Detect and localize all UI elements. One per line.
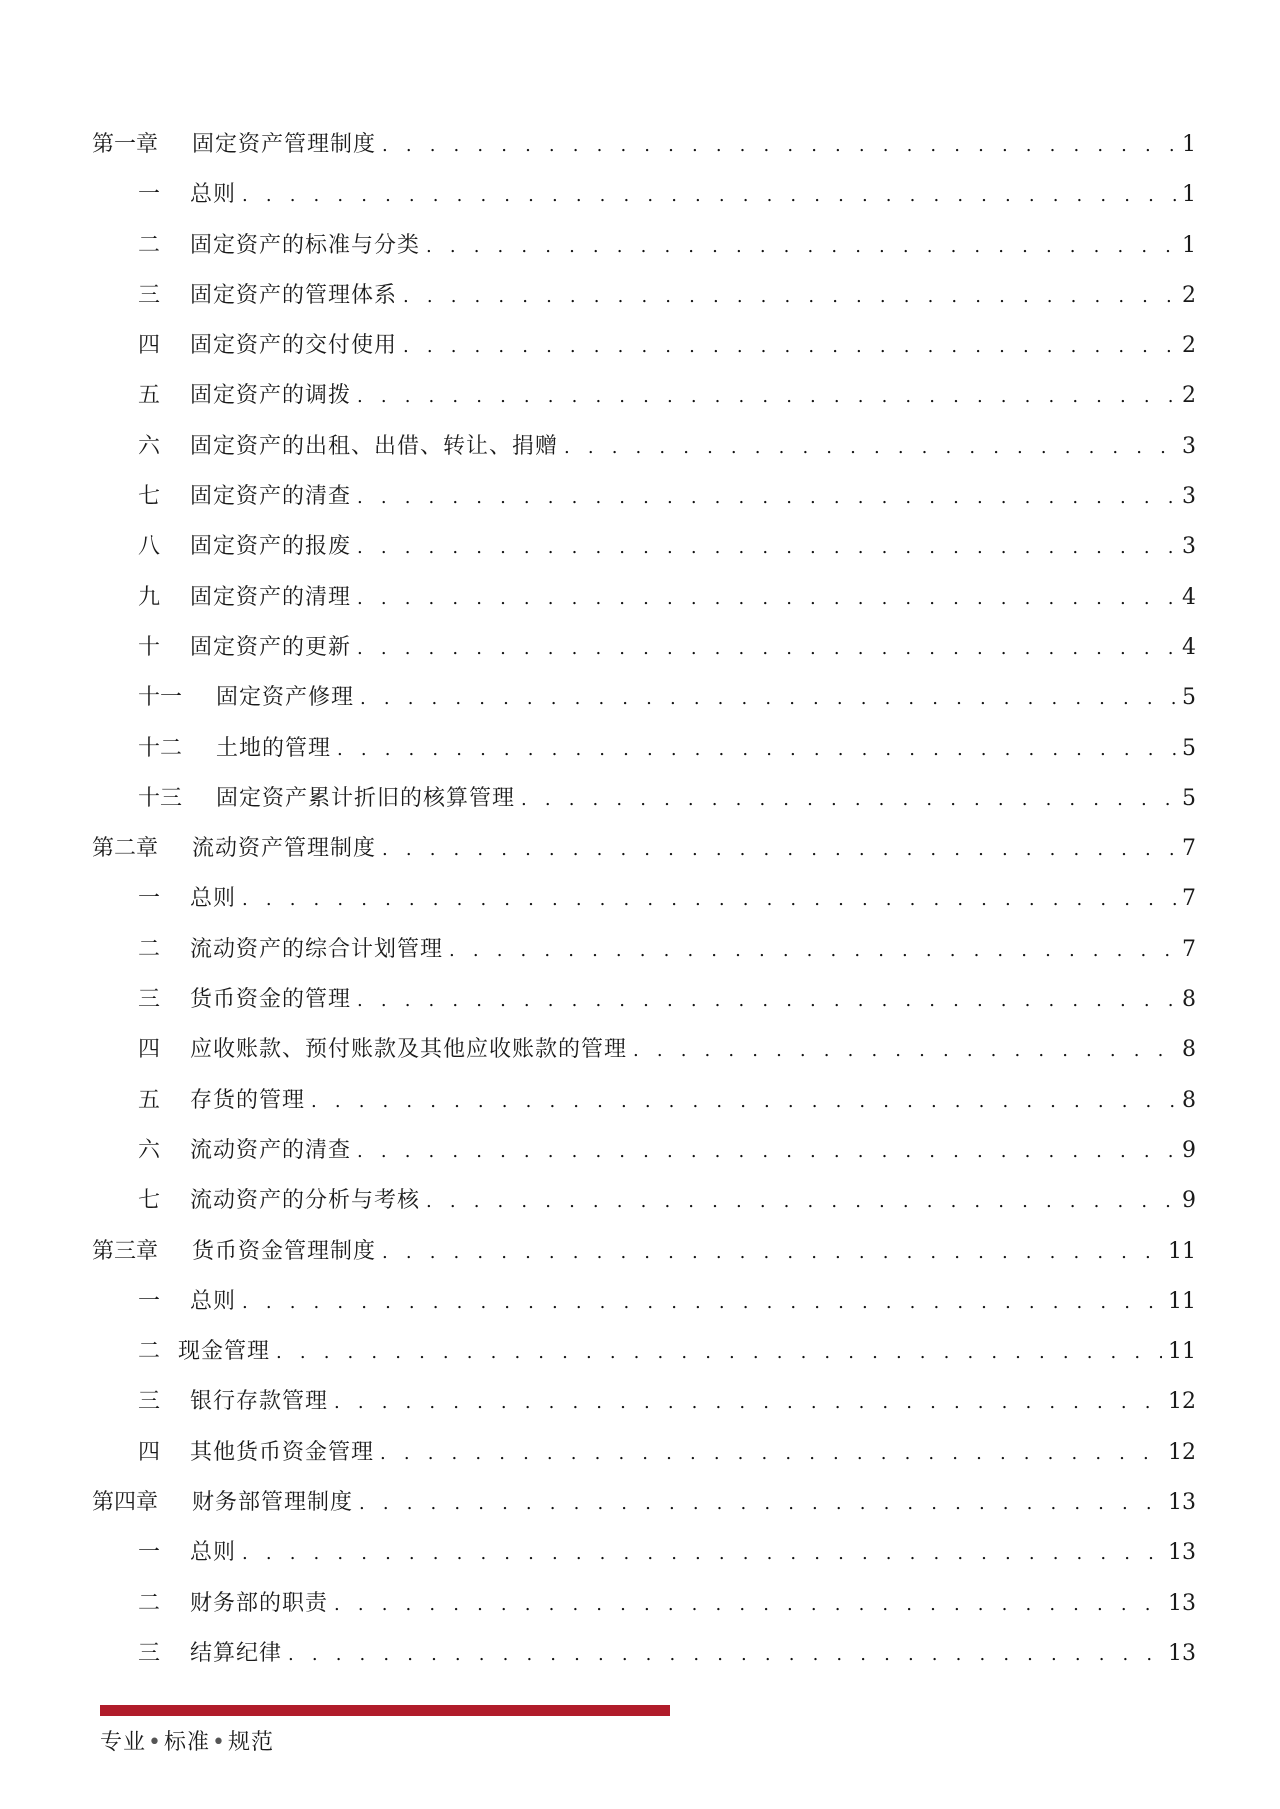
toc-entry[interactable] — [92, 1181, 1196, 1231]
toc-title: 结算纪律 — [190, 1640, 283, 1666]
toc-number: 三 — [138, 282, 161, 308]
toc-page-number: 4 — [1182, 634, 1196, 660]
toc-entry[interactable] — [92, 1584, 1196, 1634]
bullet-separator: • — [212, 1730, 226, 1755]
toc-entry-chapter-1[interactable] — [92, 125, 1196, 175]
toc-page-number: 7 — [1182, 886, 1196, 912]
dot-leader — [311, 1082, 1176, 1122]
toc-entry[interactable] — [92, 729, 1196, 779]
toc-title: 货币资金的管理 — [190, 987, 352, 1013]
toc-title: 财务部的职责 — [190, 1590, 329, 1616]
toc-page-number: 11 — [1168, 1238, 1196, 1264]
toc-entry[interactable] — [92, 678, 1196, 728]
dot-leader — [449, 931, 1176, 971]
toc-title: 货币资金管理制度 — [192, 1238, 377, 1264]
toc-number: 二 — [138, 232, 161, 258]
toc-number: 第四章 — [92, 1490, 159, 1516]
toc-title: 现金管理 — [178, 1339, 271, 1365]
toc-entry[interactable] — [92, 1382, 1196, 1432]
toc-entry[interactable] — [92, 477, 1196, 527]
toc-title: 总则 — [190, 886, 237, 912]
toc-entry[interactable] — [92, 1081, 1196, 1131]
dot-leader — [334, 1585, 1162, 1625]
toc-title: 固定资产管理制度 — [192, 132, 377, 157]
toc-entry[interactable] — [92, 226, 1196, 276]
toc-number: 七 — [138, 1188, 161, 1214]
toc-number: 六 — [138, 433, 161, 459]
toc-entry[interactable] — [92, 1131, 1196, 1181]
toc-title: 总则 — [190, 182, 237, 208]
toc-page-number: 11 — [1168, 1339, 1196, 1365]
dot-leader — [633, 1031, 1176, 1071]
toc-number: 十三 — [138, 785, 183, 811]
toc-entry[interactable] — [92, 175, 1196, 225]
dot-leader — [337, 730, 1176, 770]
toc-number: 四 — [138, 1037, 161, 1063]
dot-leader — [426, 227, 1176, 267]
dot-leader — [382, 830, 1176, 870]
toc-title: 固定资产的报废 — [190, 534, 352, 560]
toc-number: 第一章 — [92, 132, 159, 157]
toc-number: 三 — [138, 987, 161, 1013]
toc-entry[interactable] — [92, 1533, 1196, 1583]
dot-leader — [357, 1132, 1176, 1172]
dot-leader — [382, 126, 1176, 166]
toc-number: 一 — [138, 182, 161, 208]
toc-page-number: 9 — [1182, 1188, 1196, 1214]
toc-page-number: 2 — [1182, 383, 1196, 409]
toc-title: 固定资产的交付使用 — [190, 333, 398, 359]
dot-leader — [403, 327, 1176, 367]
toc-entry[interactable] — [92, 276, 1196, 326]
toc-page-number: 13 — [1168, 1640, 1196, 1666]
toc-entry[interactable] — [92, 779, 1196, 829]
toc-title: 固定资产的更新 — [190, 634, 352, 660]
footer-red-bar — [100, 1705, 670, 1716]
dot-leader — [360, 679, 1176, 719]
toc-entry[interactable] — [92, 879, 1196, 929]
toc-page-number: 8 — [1182, 987, 1196, 1013]
toc-page-number: 1 — [1182, 132, 1196, 157]
toc-entry-chapter-2[interactable] — [92, 829, 1196, 879]
toc-title: 固定资产的调拨 — [190, 383, 352, 409]
toc-title: 固定资产累计折旧的核算管理 — [216, 785, 516, 811]
table-of-contents — [92, 125, 1196, 1684]
toc-page-number: 8 — [1182, 1037, 1196, 1063]
toc-page-number: 3 — [1182, 484, 1196, 510]
toc-page-number: 13 — [1168, 1540, 1196, 1566]
toc-page-number: 3 — [1182, 534, 1196, 560]
toc-title: 流动资产的分析与考核 — [190, 1188, 421, 1214]
dot-leader — [426, 1182, 1176, 1222]
toc-number: 十一 — [138, 685, 183, 711]
toc-title: 固定资产的管理体系 — [190, 282, 398, 308]
toc-page-number: 8 — [1182, 1087, 1196, 1113]
dot-leader — [359, 1484, 1162, 1524]
toc-title: 流动资产管理制度 — [192, 836, 377, 862]
toc-number: 五 — [138, 383, 161, 409]
toc-title: 总则 — [190, 1540, 237, 1566]
toc-page-number: 1 — [1182, 232, 1196, 258]
dot-leader — [242, 880, 1176, 920]
toc-page-number: 5 — [1182, 735, 1196, 761]
toc-title: 其他货币资金管理 — [190, 1439, 375, 1465]
toc-number: 五 — [138, 1087, 161, 1113]
slogan-part: 标准 — [164, 1730, 211, 1755]
toc-number: 四 — [138, 333, 161, 359]
slogan-part: 规范 — [228, 1730, 275, 1755]
dot-leader — [357, 528, 1176, 568]
toc-number: 第二章 — [92, 836, 159, 862]
toc-page-number: 7 — [1182, 836, 1196, 862]
dot-leader — [334, 1383, 1162, 1423]
toc-number: 六 — [138, 1137, 161, 1163]
toc-entry[interactable] — [92, 1634, 1196, 1684]
toc-page-number: 5 — [1182, 785, 1196, 811]
toc-page-number: 13 — [1168, 1590, 1196, 1616]
toc-entry[interactable] — [92, 930, 1196, 980]
toc-entry[interactable] — [92, 1030, 1196, 1080]
toc-title: 固定资产的标准与分类 — [190, 232, 421, 258]
toc-page-number: 9 — [1182, 1137, 1196, 1163]
dot-leader — [357, 629, 1176, 669]
toc-entry[interactable] — [92, 527, 1196, 577]
toc-entry-chapter-3[interactable] — [92, 1232, 1196, 1282]
toc-page-number: 2 — [1182, 282, 1196, 308]
toc-number: 四 — [138, 1439, 161, 1465]
toc-page-number: 1 — [1182, 182, 1196, 208]
toc-page-number: 12 — [1168, 1439, 1196, 1465]
toc-title: 财务部管理制度 — [192, 1490, 354, 1516]
bullet-separator: • — [148, 1730, 162, 1755]
footer-slogan — [100, 1725, 274, 1756]
toc-number: 十 — [138, 634, 161, 660]
slogan-part: 专业 — [100, 1730, 147, 1755]
toc-number: 十二 — [138, 735, 183, 761]
toc-entry[interactable] — [92, 427, 1196, 477]
toc-number: 第三章 — [92, 1238, 159, 1264]
toc-number: 一 — [138, 1288, 161, 1314]
toc-entry[interactable] — [92, 376, 1196, 426]
dot-leader — [403, 277, 1176, 317]
dot-leader — [357, 377, 1176, 417]
toc-page-number: 13 — [1168, 1490, 1196, 1516]
toc-page-number: 11 — [1168, 1288, 1196, 1314]
toc-entry[interactable] — [92, 628, 1196, 678]
toc-title: 银行存款管理 — [190, 1389, 329, 1415]
toc-entry[interactable] — [92, 326, 1196, 376]
toc-number: 九 — [138, 584, 161, 610]
toc-title: 固定资产的出租、出借、转让、捐赠 — [190, 433, 559, 459]
toc-number: 三 — [138, 1640, 161, 1666]
toc-number: 二 — [138, 936, 161, 962]
toc-number: 二 — [138, 1590, 161, 1616]
dot-leader — [382, 1233, 1162, 1273]
toc-entry[interactable] — [92, 578, 1196, 628]
dot-leader — [564, 428, 1176, 468]
toc-title: 流动资产的综合计划管理 — [190, 936, 444, 962]
toc-title: 流动资产的清查 — [190, 1137, 352, 1163]
toc-page-number: 2 — [1182, 333, 1196, 359]
dot-leader — [242, 1283, 1162, 1323]
toc-number: 七 — [138, 484, 161, 510]
toc-entry[interactable] — [92, 1433, 1196, 1483]
toc-number: 二 — [138, 1339, 161, 1365]
toc-number: 一 — [138, 886, 161, 912]
toc-title: 总则 — [190, 1288, 237, 1314]
toc-title: 应收账款、预付账款及其他应收账款的管理 — [190, 1037, 628, 1063]
toc-number: 一 — [138, 1540, 161, 1566]
toc-title: 固定资产修理 — [216, 685, 355, 711]
toc-entry[interactable] — [92, 1332, 1196, 1382]
toc-title: 固定资产的清理 — [190, 584, 352, 610]
dot-leader — [357, 579, 1176, 619]
dot-leader — [242, 1534, 1162, 1574]
toc-title: 土地的管理 — [216, 735, 332, 761]
toc-page-number: 5 — [1182, 685, 1196, 711]
toc-page-number: 12 — [1168, 1389, 1196, 1415]
toc-page-number: 7 — [1182, 936, 1196, 962]
toc-page-number: 3 — [1182, 433, 1196, 459]
dot-leader — [357, 981, 1176, 1021]
toc-entry[interactable] — [92, 980, 1196, 1030]
dot-leader — [521, 780, 1176, 820]
dot-leader — [288, 1635, 1162, 1675]
toc-title: 存货的管理 — [190, 1087, 306, 1113]
dot-leader — [357, 478, 1176, 518]
toc-page-number: 4 — [1182, 584, 1196, 610]
toc-entry-chapter-4[interactable] — [92, 1483, 1196, 1533]
toc-number: 八 — [138, 534, 161, 560]
toc-title: 固定资产的清查 — [190, 484, 352, 510]
toc-number: 三 — [138, 1389, 161, 1415]
dot-leader — [276, 1333, 1162, 1373]
dot-leader — [242, 176, 1176, 216]
toc-entry[interactable] — [92, 1282, 1196, 1332]
dot-leader — [380, 1434, 1162, 1474]
